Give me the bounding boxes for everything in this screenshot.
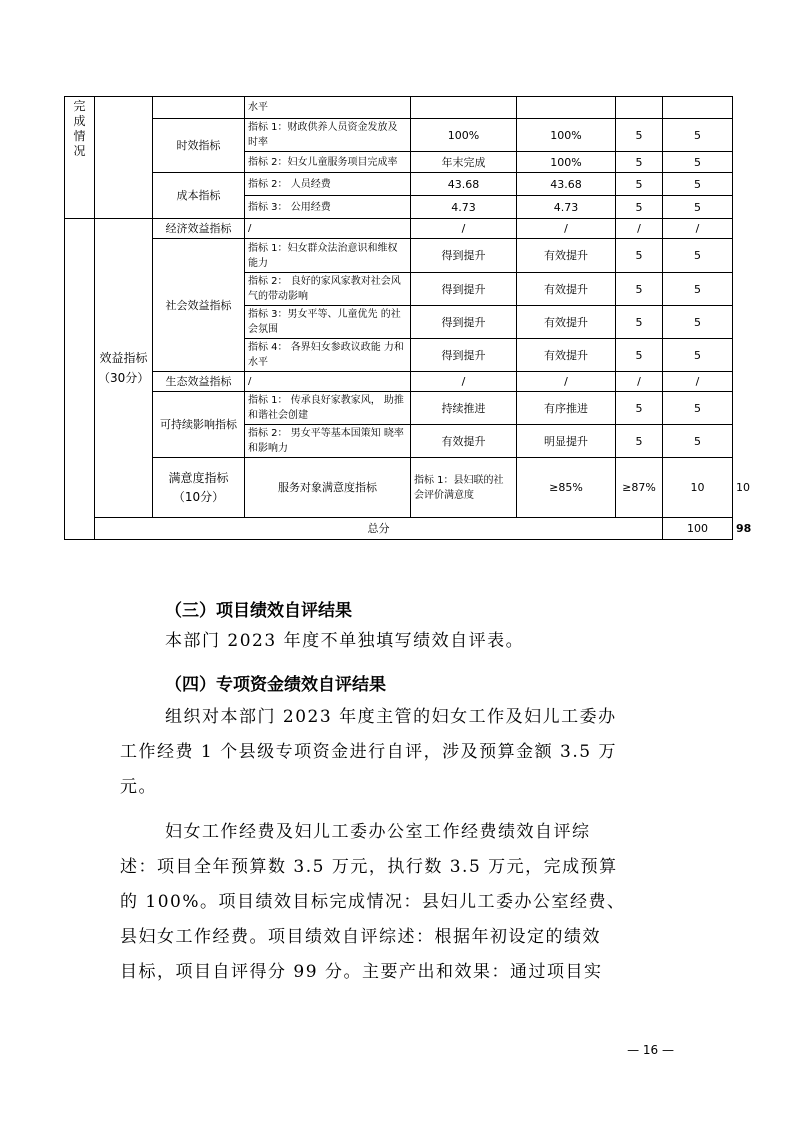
actual-cell: 有效提升 [517, 306, 616, 339]
section-continuation [65, 219, 95, 540]
performance-table: 完成情况 水平 时效指标 指标 1：财政供养人员资金发放及时率 100% 100% 5 5 指标 2：妇女儿童服务项目完成率 年末完成 100% 5 5 成本指标 指标 2： 人员经费 43.68 43.68 5 5 指标 3： 公用经费 4.73 4.73 5 5 效益指标（30分） 经济效益指标 / / / / / 社会效益指标 指标 1：妇女群众法治意识和维权能力 得到提升 有效提升 5 5 指标 2： 良好的家风家教对社会风气的带动影响 得到提升 有效提升 5 5 指标 3：男女平等、儿童优先 的社会氛围 得到提升 有效提升 5 5 指标 4： 各界妇女参政议政能 力和水平 得到提升 有效提升 5 5 生态效益指标 / / / / / 可持续影响指标 指标 1： 传承良好家教家风， 助推和谐社会创建 持续推进 有序推进 5 5 指标 2： 男女平等基本国策知 晓率和影响力 有效提升 明显提升 5 5 满意度指标（10分） 服务对象满意度指标 指标 1：县妇联的社会评价满意度 ≥85% ≥87% 10 10 总分 100 98 [64, 96, 733, 540]
actual-cell: ≥87% [616, 458, 663, 518]
indicator-cell: 指标 3： 公用经费 [245, 196, 411, 219]
target-cell [411, 97, 517, 119]
page-number: — 16 — [627, 1043, 674, 1057]
weight-cell: 5 [616, 425, 663, 458]
group-economic: 经济效益指标 [153, 219, 245, 239]
weight-cell: 5 [616, 152, 663, 173]
group-timeliness: 时效指标 [153, 119, 245, 173]
indicator-cell: 指标 2： 良好的家风家教对社会风气的带动影响 [245, 273, 411, 306]
text-line: 本部门 2023 年度不单独填写绩效自评表。 [165, 631, 525, 651]
indicator-cell: / [245, 219, 411, 239]
actual-cell: 有序推进 [517, 392, 616, 425]
actual-cell: 有效提升 [517, 239, 616, 273]
indicator-cell: 指标 1：财政供养人员资金发放及时率 [245, 119, 411, 152]
text-line: 妇女工作经费及妇儿工委办公室工作经费绩效自评综 [165, 822, 591, 842]
heading-project-eval: （三）项目绩效自评结果 [165, 601, 352, 621]
actual-cell: 4.73 [517, 196, 616, 219]
paragraph-1 [120, 624, 680, 659]
group-sustain: 可持续影响指标 [153, 392, 245, 458]
target-cell: 得到提升 [411, 273, 517, 306]
actual-cell: / [517, 219, 616, 239]
actual-cell: 100% [517, 152, 616, 173]
indicator-cell: 水平 [245, 97, 411, 119]
score-cell: / [663, 372, 733, 392]
weight-cell: 5 [616, 119, 663, 152]
indicator-cell: / [245, 372, 411, 392]
heading-special-fund: （四）专项资金绩效自评结果 [165, 675, 386, 695]
score-cell: 5 [663, 239, 733, 273]
target-cell: 有效提升 [411, 425, 517, 458]
score-cell: 5 [663, 273, 733, 306]
indicator-cell: 指标 1：县妇联的社会评价满意度 [411, 458, 517, 518]
score-cell: 5 [663, 425, 733, 458]
weight-cell: 5 [616, 239, 663, 273]
actual-cell: 明显提升 [517, 425, 616, 458]
text-line: 元。 [120, 777, 157, 797]
target-cell: 得到提升 [411, 239, 517, 273]
target-cell: 得到提升 [411, 306, 517, 339]
indicator-cell: 指标 2：妇女儿童服务项目完成率 [245, 152, 411, 173]
actual-cell: 100% [517, 119, 616, 152]
text-line: 述：项目全年预算数 3.5 万元，执行数 3.5 万元，完成预算 [120, 857, 618, 877]
text-line: 工作经费 1 个县级专项资金进行自评，涉及预算金额 3.5 万 [120, 742, 617, 762]
target-cell: 年末完成 [411, 152, 517, 173]
satisfaction-label: 满意度指标（10分） [153, 458, 245, 518]
score-cell: 5 [663, 119, 733, 152]
actual-cell: 43.68 [517, 173, 616, 196]
target-cell: 100% [411, 119, 517, 152]
empty-cell [95, 97, 153, 219]
section-completion-label: 完成情况 [65, 97, 95, 219]
actual-cell: 有效提升 [517, 339, 616, 372]
target-cell: 4.73 [411, 196, 517, 219]
score-cell: 5 [663, 196, 733, 219]
total-label: 总分 [95, 518, 663, 540]
score-cell: 5 [663, 173, 733, 196]
score-cell: 5 [663, 392, 733, 425]
weight-cell: 10 [663, 458, 733, 518]
score-cell: 5 [663, 152, 733, 173]
weight-cell: 5 [616, 196, 663, 219]
indicator-cell: 指标 1：妇女群众法治意识和维权能力 [245, 239, 411, 273]
target-cell: / [411, 219, 517, 239]
actual-cell: 有效提升 [517, 273, 616, 306]
target-cell: 43.68 [411, 173, 517, 196]
target-cell: 持续推进 [411, 392, 517, 425]
paragraph-3 [120, 815, 680, 990]
score-cell [663, 97, 733, 119]
group-cost: 成本指标 [153, 173, 245, 219]
actual-cell: / [517, 372, 616, 392]
indicator-cell: 指标 2： 男女平等基本国策知 晓率和影响力 [245, 425, 411, 458]
text-line: 组织对本部门 2023 年度主管的妇女工作及妇儿工委办 [165, 707, 617, 727]
weight-cell [616, 97, 663, 119]
paragraph-2 [120, 700, 680, 805]
weight-cell: 5 [616, 339, 663, 372]
benefit-label: 效益指标（30分） [95, 219, 153, 518]
group-social: 社会效益指标 [153, 239, 245, 372]
total-weight: 100 [663, 518, 733, 540]
score-cell: 5 [663, 306, 733, 339]
weight-cell: / [616, 372, 663, 392]
weight-cell: / [616, 219, 663, 239]
text-line: 县妇女工作经费。项目绩效自评综述：根据年初设定的绩效 [120, 927, 601, 947]
score-cell: / [663, 219, 733, 239]
indicator-cell: 指标 1： 传承良好家教家风， 助推和谐社会创建 [245, 392, 411, 425]
group-cell [153, 97, 245, 119]
weight-cell: 5 [616, 392, 663, 425]
indicator-cell: 指标 2： 人员经费 [245, 173, 411, 196]
indicator-cell: 指标 3：男女平等、儿童优先 的社会氛围 [245, 306, 411, 339]
group-ecology: 生态效益指标 [153, 372, 245, 392]
target-cell: ≥85% [517, 458, 616, 518]
group-satisfaction: 服务对象满意度指标 [245, 458, 411, 518]
score-cell: 5 [663, 339, 733, 372]
target-cell: 得到提升 [411, 339, 517, 372]
target-cell: / [411, 372, 517, 392]
weight-cell: 5 [616, 173, 663, 196]
indicator-cell: 指标 4： 各界妇女参政议政能 力和水平 [245, 339, 411, 372]
text-line: 的 100%。项目绩效目标完成情况：县妇儿工委办公室经费、 [120, 892, 626, 912]
text-line: 目标，项目自评得分 99 分。主要产出和效果：通过项目实 [120, 962, 603, 982]
weight-cell: 5 [616, 273, 663, 306]
actual-cell [517, 97, 616, 119]
weight-cell: 5 [616, 306, 663, 339]
